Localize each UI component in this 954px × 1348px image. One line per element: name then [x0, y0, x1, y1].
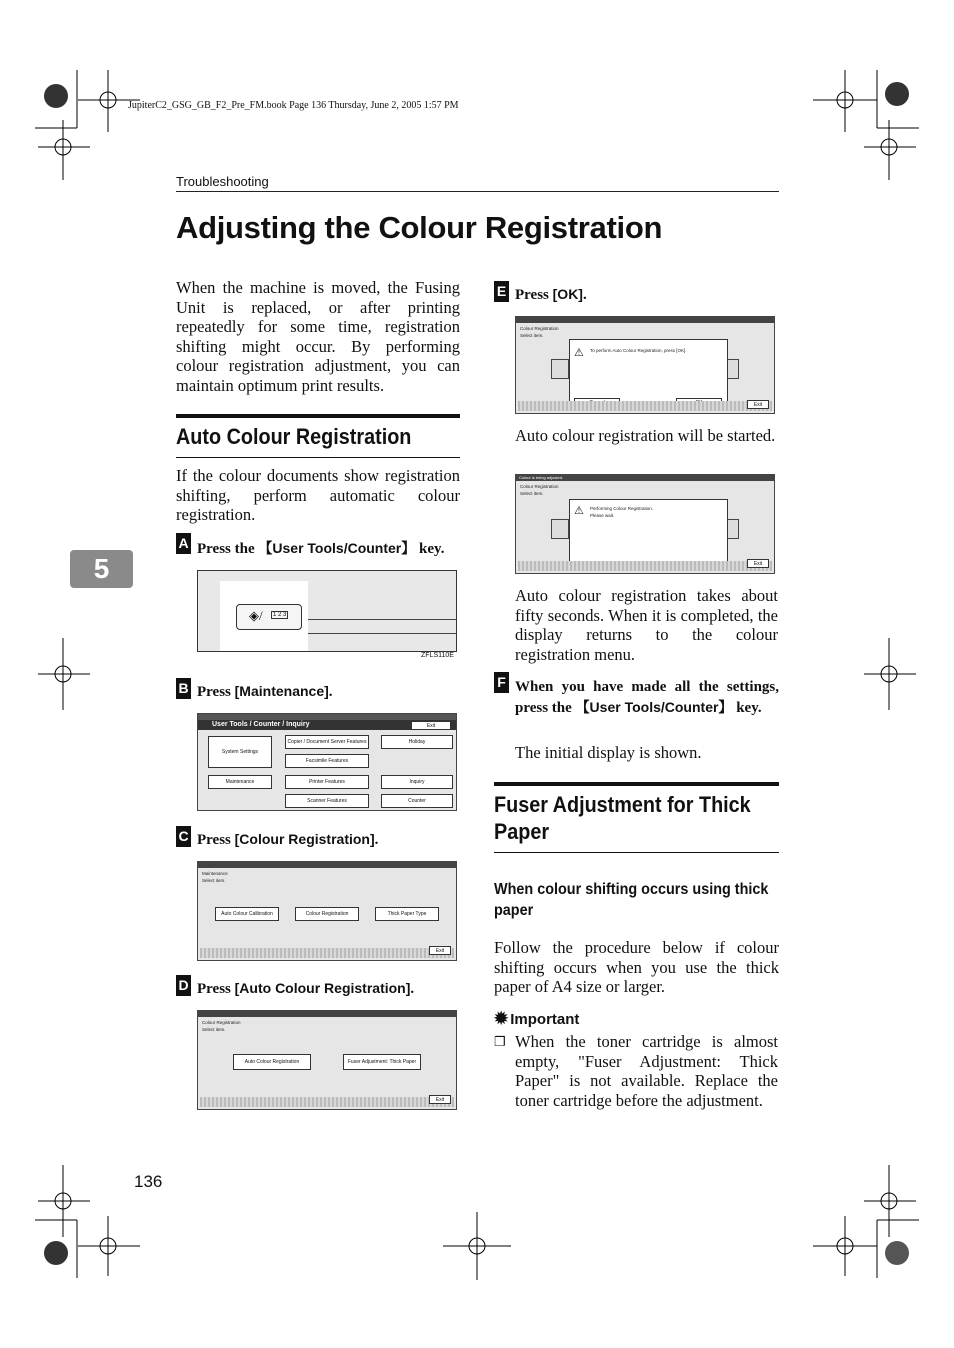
- exit-button[interactable]: Exit: [429, 946, 451, 955]
- screen-select: Select item.: [520, 491, 544, 496]
- step-number: A: [176, 533, 191, 554]
- step-4: D Press [Auto Colour Registration].: [176, 975, 466, 998]
- panel-key-label: 1 2 3: [273, 612, 287, 618]
- screen-select: Select item.: [520, 333, 544, 338]
- page-title: Adjusting the Colour Registration: [176, 210, 663, 245]
- auto-colour-registration-button[interactable]: Auto Colour Registration: [233, 1054, 311, 1070]
- holiday-button[interactable]: Holiday: [381, 735, 453, 749]
- step-2: B Press [Maintenance].: [176, 678, 466, 701]
- after-step5: Auto colour registration will be started.: [515, 426, 776, 445]
- fuser-body: Follow the procedure below if colour shifting occurs when you use the thick paper of A4 size or larger.: [494, 938, 779, 996]
- screen-select: Select item.: [202, 1027, 226, 1032]
- screen-progress: [515, 474, 775, 574]
- fuser-adjustment-button[interactable]: Fuser Adjustment: Thick Paper: [343, 1054, 421, 1070]
- colour-registration-button[interactable]: Colour Registration: [295, 907, 359, 921]
- step-5: E Press [OK].: [494, 281, 784, 304]
- running-head: Troubleshooting: [176, 174, 269, 189]
- exit-button[interactable]: Exit: [747, 559, 769, 568]
- checkbox-icon: ❒: [494, 1034, 506, 1049]
- fuser-section-title: Fuser Adjustment for Thick Paper: [494, 792, 751, 844]
- auto-intro: If the colour documents show registration shifting, perform automatic colour registration.: [176, 466, 460, 524]
- system-settings-button[interactable]: System Settings: [208, 736, 272, 768]
- screen-title: Colour Registration: [520, 326, 559, 331]
- screen-maintenance: [197, 861, 457, 961]
- important-text: When the toner cartridge is almost empty, "Fuser Adjustment: Thick Paper" is not available. Replace the toner cartridge before the adjustment.: [515, 1032, 778, 1110]
- facsimile-button[interactable]: Facsimile Features: [285, 754, 369, 768]
- dialog-message: To perform Auto Colour Registration, press [OK].: [590, 348, 687, 353]
- auto-colour-calibration-button[interactable]: Auto Colour Calibration: [215, 907, 279, 921]
- screen-title: Maintenance: [202, 871, 228, 876]
- after-step5b: Auto colour registration takes about fifty seconds. When it is completed, the display returns to the colour registration menu.: [515, 586, 778, 664]
- chapter-tab: 5: [70, 550, 133, 588]
- copier-button[interactable]: Copier / Document Server Features: [285, 735, 369, 749]
- thick-paper-type-button[interactable]: Thick Paper Type: [375, 907, 439, 921]
- counter-button[interactable]: Counter: [381, 794, 453, 808]
- intro-paragraph: When the machine is moved, the Fusing Unit is replaced, or after printing repeatedly for some time, registration shifting might occur. By performing colour registration adjustment, you can maintain optimum print results.: [176, 278, 460, 395]
- section-rule: [494, 852, 779, 853]
- screen-header: User Tools / Counter / Inquiry: [198, 720, 456, 730]
- page-number: 136: [134, 1172, 163, 1191]
- after-step6: The initial display is shown.: [515, 743, 702, 762]
- exit-button[interactable]: Exit: [411, 721, 451, 730]
- status-bar: Colour is being adjusted.: [516, 475, 774, 481]
- figure-caption: ZFLS110E: [421, 652, 454, 659]
- section-bar: [494, 782, 779, 786]
- step-6: F When you have made all the settings, press the 【User Tools/Counter】 key.: [494, 672, 779, 718]
- progress-message-1: Performing Colour Registration.: [590, 506, 654, 511]
- maintenance-button[interactable]: Maintenance: [208, 775, 272, 789]
- important-heading: [494, 1009, 579, 1029]
- progress-message-2: Please wait.: [590, 513, 615, 518]
- screen-title: Colour Registration: [520, 484, 559, 489]
- alert-icon: ⚠: [574, 505, 584, 517]
- scanner-button[interactable]: Scanner Features: [285, 794, 369, 808]
- inquiry-button[interactable]: Inquiry: [381, 775, 453, 789]
- screen-colour-registration: [197, 1010, 457, 1110]
- printer-button[interactable]: Printer Features: [285, 775, 369, 789]
- screen-title: Colour Registration: [202, 1020, 241, 1025]
- book-header: JupiterC2_GSG_GB_F2_Pre_FM.book Page 136 Thursday, June 2, 2005 1:57 PM: [128, 100, 459, 111]
- screen-select: Select item.: [202, 878, 226, 883]
- screen-confirm: [515, 316, 775, 414]
- user-tools-key[interactable]: [236, 604, 302, 630]
- exit-button[interactable]: Exit: [747, 400, 769, 409]
- control-panel-figure: [197, 570, 457, 652]
- fuser-subtitle: When colour shifting occurs using thick paper: [494, 881, 769, 919]
- user-tools-icon: ◈/: [249, 608, 263, 623]
- important-label: Important: [510, 1010, 580, 1028]
- section-rule: [176, 457, 460, 458]
- exit-button[interactable]: Exit: [429, 1095, 451, 1104]
- important-icon: ✹: [494, 1009, 509, 1028]
- section-bar: [176, 414, 460, 418]
- screen-user-tools: [197, 713, 457, 811]
- alert-icon: ⚠: [574, 347, 584, 359]
- auto-section-title: Auto Colour Registration: [176, 424, 412, 449]
- header-rule: [176, 191, 779, 192]
- step-3: C Press [Colour Registration].: [176, 826, 466, 849]
- step-1: A Press the 【User Tools/Counter】 key.: [176, 533, 466, 558]
